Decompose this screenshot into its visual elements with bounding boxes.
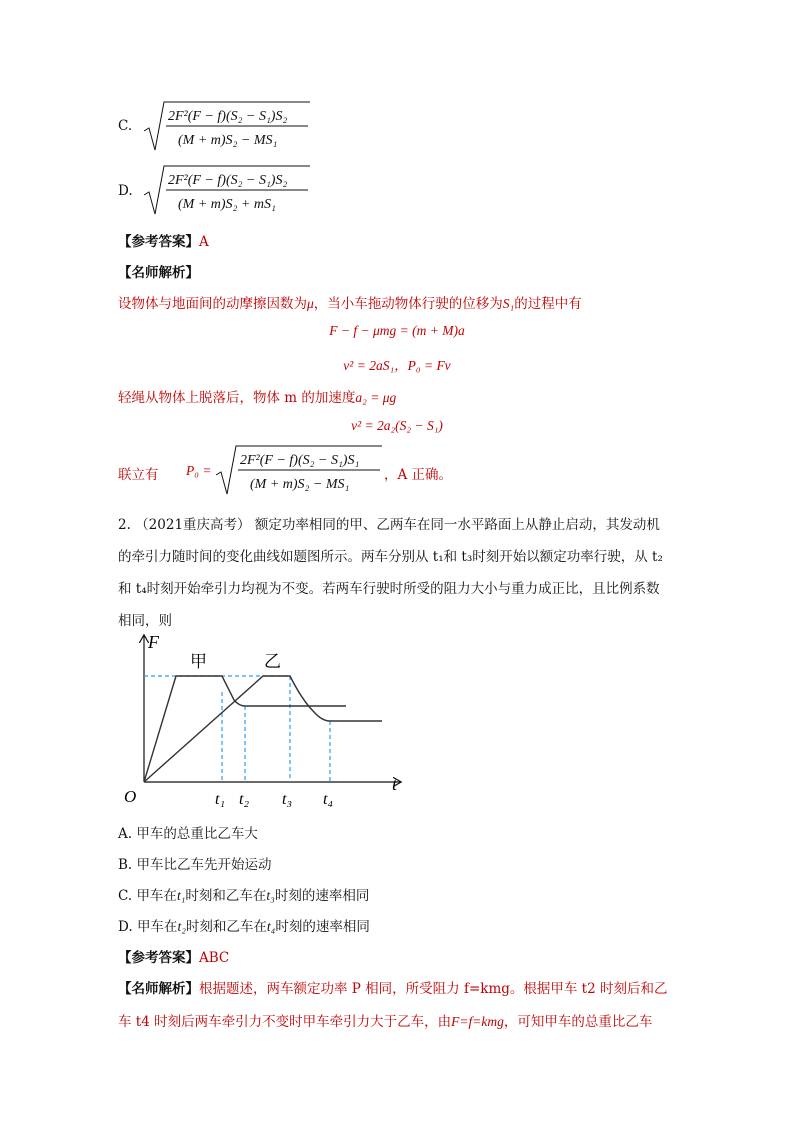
force-time-chart <box>118 630 408 815</box>
answer-2-label: 【参考答案】 <box>118 950 199 966</box>
option-2c <box>118 884 369 904</box>
option-2c-ta: t₁ <box>176 888 186 903</box>
analysis-1-line2-a: 轻绳从物体上脱落后，物体 m 的加速度 <box>118 390 356 406</box>
final-numerator: 2F²(F − f)(S₂ − S₁)S₁ <box>240 453 360 468</box>
option-2c-letter: C. <box>118 888 133 904</box>
s1-symbol: S₁ <box>502 296 515 311</box>
tick-t3: t₃ <box>282 791 293 808</box>
series-yi-label: 乙 <box>264 652 281 672</box>
tick-t4: t₄ <box>323 791 334 808</box>
conclude-label: 联立有 <box>118 467 159 483</box>
option-c-denominator: (M + m)S₂ − MS₁ <box>178 133 278 148</box>
option-2d-ta: t₂ <box>177 919 186 934</box>
analysis-1-line2 <box>118 386 396 406</box>
analysis-2-line1 <box>118 977 668 997</box>
mu-symbol: μ <box>307 296 314 311</box>
answer-1 <box>118 230 209 250</box>
analysis-2-line1-a: 根据题述，两车额定功率 P 相同，所受阻力 f=kmg。根据甲车 t2 时刻后和乙 <box>199 981 668 997</box>
option-2d-text-a: 甲车在 <box>136 919 178 935</box>
answer-1-label: 【参考答案】 <box>118 234 199 250</box>
analysis-1-line1-b: ，当小车拖动物体行驶的位移为 <box>313 296 503 312</box>
p0-label: P₀ = <box>186 463 212 478</box>
analysis-2-line2-eq: F=f=kmg <box>451 1014 504 1029</box>
option-d-numerator: 2F²(F − f)(S₂ − S₁)S₂ <box>168 173 288 188</box>
option-d-denominator: (M + m)S₂ + mS₁ <box>178 197 276 212</box>
series-yi-curve <box>144 676 382 782</box>
option-2d <box>118 915 370 935</box>
option-2b-text: 甲车比乙车先开始运动 <box>136 857 272 873</box>
option-c-letter: C. <box>118 118 133 134</box>
question-2-line2: 的牵引力随时间的变化曲线如题图所示。两车分别从 t₁和 t₃时刻开始以额定功率行驶，从 t₂ <box>118 549 663 565</box>
origin-label: O <box>124 787 137 806</box>
analysis-2-line2-a: 车 t4 时刻后两车牵引力不变时甲车牵引力大于乙车，由 <box>118 1014 452 1030</box>
option-2a <box>118 822 258 842</box>
equation-3: v² = 2a₂(S₂ − S₁) <box>351 418 443 433</box>
option-2b <box>118 853 272 873</box>
tick-t2: t₂ <box>239 791 250 808</box>
option-2c-text-a: 甲车在 <box>136 888 177 904</box>
option-2c-tb: t₃ <box>266 888 275 903</box>
analysis-1-line1-c: 的过程中有 <box>514 296 582 312</box>
analysis-1-label: 【名师解析】 <box>118 265 199 281</box>
question-2-line3: 和 t₄时刻开始牵引力均视为不变。若两车行驶时所受的阻力大小与重力成正比，且比例系数 <box>118 581 660 597</box>
x-axis-label: t <box>392 774 398 794</box>
analysis-2-line2-b: ，可知甲车的总重比乙车 <box>503 1014 653 1030</box>
final-denominator: (M + m)S₂ − MS₁ <box>250 477 350 492</box>
y-axis-label: F <box>148 632 159 652</box>
analysis-2-line2 <box>118 1010 652 1030</box>
answer-1-value: A <box>199 234 209 250</box>
option-c-formula <box>142 98 312 156</box>
final-formula <box>214 442 384 500</box>
option-d-letter: D. <box>118 183 133 199</box>
option-d-formula <box>142 162 312 220</box>
equation-1: F − f − μmg = (m + M)a <box>329 323 465 338</box>
analysis-1-line1 <box>118 292 582 312</box>
option-2c-text-c: 时刻的速率相同 <box>274 888 370 904</box>
option-2a-text: 甲车的总重比乙车大 <box>136 826 258 842</box>
option-2b-letter: B. <box>118 857 133 873</box>
question-2-line4: 相同，则 <box>118 613 172 629</box>
final-tail: ，A 正确。 <box>384 467 453 483</box>
option-2d-text-c: 时刻的速率相同 <box>275 919 370 935</box>
answer-2 <box>118 946 229 966</box>
option-2d-letter: D. <box>118 919 133 935</box>
option-2d-text-b: 时刻和乙车在 <box>185 919 267 935</box>
equation-2: v² = 2aS₁，P₀ = Fv <box>343 358 451 373</box>
question-2-line1: 2. （2021重庆高考） 额定功率相同的甲、乙两车在同一水平路面上从静止启动，其发动机 <box>118 517 660 533</box>
option-2c-text-b: 时刻和乙车在 <box>185 888 267 904</box>
answer-2-value: ABC <box>199 950 230 966</box>
option-c-numerator: 2F²(F − f)(S₂ − S₁)S₂ <box>168 109 288 124</box>
tick-t1: t₁ <box>215 791 226 808</box>
analysis-1-line2-b: a₂ = μg <box>355 390 397 405</box>
option-2d-tb: t₄ <box>266 919 276 934</box>
analysis-2-label: 【名师解析】 <box>118 981 199 997</box>
series-jia-label: 甲 <box>190 652 207 672</box>
option-2a-letter: A. <box>118 826 133 842</box>
analysis-1-line1-a: 设物体与地面间的动摩擦因数为 <box>118 296 307 312</box>
